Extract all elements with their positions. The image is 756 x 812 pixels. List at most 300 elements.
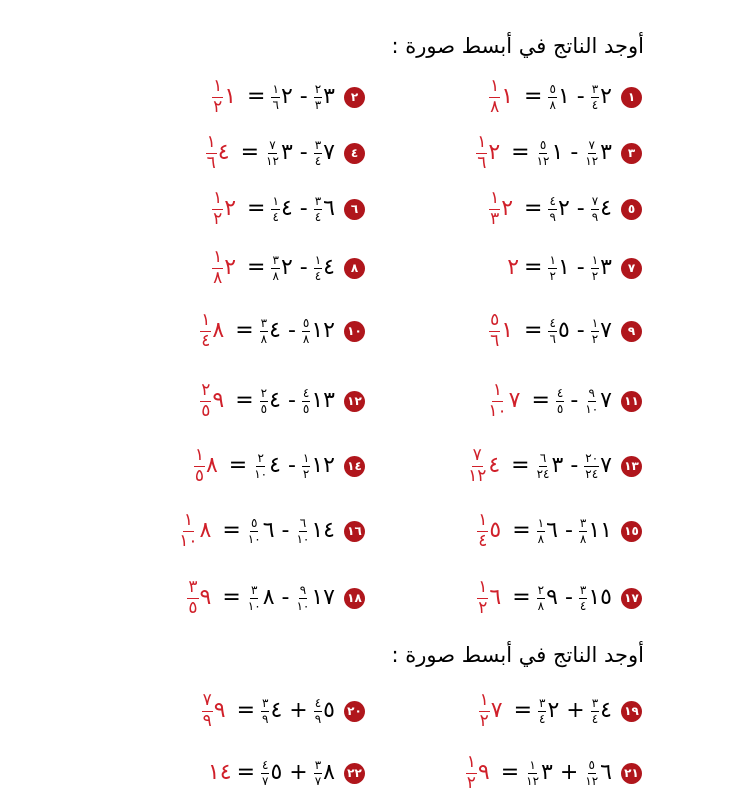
operand-b-denominator: ٨ — [260, 331, 268, 346]
equals-sign: = — [222, 518, 241, 543]
answer — [488, 75, 519, 117]
operand-a-whole: ٨ — [323, 760, 335, 785]
answer-fraction — [212, 75, 223, 117]
operand-a-whole: ٢ — [600, 84, 612, 109]
operand-b — [246, 584, 277, 612]
problem-number-badge: ١٦ — [344, 521, 365, 542]
answer-denominator: ٥ — [201, 400, 211, 421]
problem-number-badge: ٢ — [344, 87, 365, 108]
operand-a-fraction — [314, 139, 322, 167]
operand-a-numerator: ٩ — [299, 582, 307, 597]
operand-b — [535, 139, 566, 167]
operand-a — [313, 195, 337, 223]
operand-b-numerator: ٥ — [251, 515, 258, 530]
answer — [193, 444, 224, 486]
operand-a-numerator: ٤ — [302, 385, 310, 400]
answer-numerator: ١ — [213, 187, 223, 208]
answer-numerator: ١ — [213, 75, 223, 96]
operand-b-fraction — [548, 317, 556, 345]
answer-numerator: ١ — [479, 689, 489, 710]
operator-sign: - — [570, 140, 579, 165]
operand-b-whole: ٣ — [541, 760, 553, 785]
answer-whole: ٢ — [507, 255, 520, 280]
operand-b-whole: ٦ — [546, 518, 558, 543]
problem-4 — [205, 129, 365, 177]
equals-sign: = — [247, 84, 266, 109]
operand-a-fraction — [591, 317, 599, 345]
operator-sign: - — [570, 388, 579, 413]
operand-a-denominator: ٤ — [314, 268, 322, 283]
problem-1 — [488, 73, 642, 121]
operand-b-whole: ١ — [557, 255, 570, 280]
answer — [205, 131, 236, 173]
operand-a-fraction — [579, 584, 587, 612]
operand-a-fraction — [295, 517, 310, 545]
equals-sign: = — [247, 196, 266, 221]
operand-a-fraction — [314, 83, 322, 111]
operand-b-numerator: ٢ — [260, 385, 268, 400]
operand-a-numerator: ١ — [314, 252, 322, 267]
answer — [488, 309, 519, 351]
answer — [211, 75, 242, 117]
problem-12 — [199, 377, 365, 425]
operand-a-denominator: ٤ — [591, 711, 599, 726]
operand-b-denominator: ٩ — [549, 209, 556, 224]
operand-a-whole: ٣ — [600, 255, 612, 280]
operand-b-fraction — [253, 452, 268, 480]
operand-b-numerator: ٢ — [537, 582, 545, 597]
operator-sign: + — [289, 760, 308, 785]
problem-number-badge: ٨ — [344, 258, 365, 279]
operand-b — [524, 759, 555, 787]
operand-b-fraction — [271, 83, 279, 111]
problem-number-badge: ٩ — [621, 321, 642, 342]
operand-b-fraction — [537, 517, 545, 545]
operand-b-whole: ٤ — [270, 698, 283, 723]
operand-b-fraction — [265, 139, 280, 167]
operand-b — [259, 387, 283, 415]
answer-denominator: ١٢ — [468, 465, 487, 486]
answer-denominator: ٢ — [479, 710, 489, 731]
operand-a — [313, 254, 337, 282]
equals-sign: = — [531, 388, 550, 413]
equals-sign: = — [236, 698, 255, 723]
operand-a-denominator: ١٠ — [296, 598, 310, 613]
operand-a-whole: ١٢ — [311, 453, 335, 478]
operand-a-numerator: ١ — [302, 450, 310, 465]
operand-a — [313, 759, 337, 787]
equals-sign: = — [513, 698, 532, 723]
operand-b-denominator: ٩ — [262, 711, 269, 726]
answer-whole: ٩ — [477, 760, 490, 785]
operand-b — [270, 83, 294, 111]
operand-b-denominator: ١٠ — [247, 598, 261, 613]
operand-a-denominator: ٢٤ — [585, 466, 599, 481]
operand-a-denominator: ٧ — [314, 773, 322, 788]
operand-a-denominator: ٤ — [314, 153, 322, 168]
operator-sign: + — [566, 698, 585, 723]
answer-numerator: ١ — [213, 246, 223, 267]
operand-a-numerator: ٣ — [314, 757, 322, 772]
problem-11 — [486, 377, 642, 425]
answer-fraction — [178, 509, 198, 551]
answer-fraction — [489, 309, 500, 351]
operand-a-whole: ٤ — [323, 255, 335, 280]
problem-15 — [476, 507, 642, 555]
answer-numerator: ٧ — [202, 689, 212, 710]
operand-a-whole: ٥ — [323, 698, 335, 723]
equals-sign: = — [235, 388, 254, 413]
operand-a-numerator: ٦ — [299, 515, 307, 530]
answer-fraction — [489, 75, 500, 117]
problem-number-badge: ٧ — [621, 258, 642, 279]
operand-b-fraction — [271, 195, 279, 223]
answer-fraction — [200, 379, 211, 421]
problem-3 — [475, 129, 642, 177]
operand-a-fraction — [295, 584, 310, 612]
operand-b-numerator: ٤ — [549, 193, 556, 208]
operator-sign: - — [287, 388, 296, 413]
operand-a-fraction — [302, 452, 310, 480]
operand-b-numerator: ٦ — [539, 450, 547, 465]
operand-a-denominator: ٢ — [591, 331, 599, 346]
answer-fraction — [467, 444, 487, 486]
operand-b-numerator: ٣ — [262, 695, 269, 710]
operand-b-numerator: ٣ — [272, 252, 279, 267]
operand-a — [590, 697, 614, 725]
problem-number-badge: ١٢ — [344, 391, 365, 412]
problem-number-badge: ٢٠ — [344, 701, 365, 722]
problem-5 — [488, 185, 642, 233]
problem-22 — [208, 749, 365, 797]
operand-a-numerator: ٩ — [588, 385, 595, 400]
answer-fraction — [466, 751, 477, 793]
equals-sign: = — [524, 196, 543, 221]
operand-b-whole: ٨ — [262, 585, 275, 610]
operand-b-fraction — [260, 387, 268, 415]
operand-a-denominator: ١٠ — [585, 401, 599, 416]
operand-a-fraction — [591, 697, 599, 725]
answer-whole: ٥ — [489, 518, 502, 543]
operator-sign: - — [576, 318, 585, 343]
operand-a-denominator: ١٠ — [296, 531, 310, 546]
answer-denominator: ١٠ — [179, 530, 198, 551]
problem-17 — [476, 574, 642, 622]
operand-a-denominator: ٩ — [314, 711, 322, 726]
equals-sign: = — [500, 760, 520, 785]
equals-sign: = — [222, 585, 241, 610]
operand-a-whole: ١١ — [588, 518, 612, 543]
operand-b — [260, 697, 284, 725]
operand-a-whole: ٣ — [600, 140, 612, 165]
problem-number-badge: ١٠ — [344, 321, 365, 342]
answer-fraction — [477, 576, 488, 618]
problem-20 — [201, 687, 365, 735]
operand-a-numerator: ٢٠ — [585, 450, 599, 465]
operand-b-numerator: ٥ — [549, 81, 556, 96]
operand-a-numerator: ١ — [591, 252, 599, 267]
operand-a-numerator: ٣ — [591, 81, 599, 96]
answer — [466, 444, 506, 486]
problem-number-badge: ١ — [621, 87, 642, 108]
equals-sign: = — [240, 140, 260, 165]
operand-b-whole: ٩ — [546, 585, 558, 610]
operand-a-fraction — [314, 759, 322, 787]
operand-b-denominator: ١٢ — [266, 153, 279, 168]
answer-whole: ٢ — [501, 196, 514, 221]
equals-sign: = — [511, 453, 530, 478]
operand-b-denominator: ٦ — [549, 331, 556, 346]
answer — [208, 762, 232, 784]
operand-b-denominator: ١٠ — [247, 531, 261, 546]
operand-b-whole: ٢ — [280, 84, 293, 109]
operand-b-numerator: ٣ — [539, 695, 546, 710]
answer-numerator: ١ — [478, 576, 488, 597]
answer-whole: ١ — [501, 84, 514, 109]
problem-19 — [478, 687, 642, 735]
operand-a — [590, 254, 614, 282]
problem-number-badge: ١٩ — [621, 701, 642, 722]
answer-denominator: ٢ — [478, 597, 488, 618]
problem-number-badge: ١٨ — [344, 588, 365, 609]
operator-sign: - — [287, 318, 296, 343]
operand-b-denominator: ٤ — [539, 711, 546, 726]
operator-sign: - — [576, 255, 585, 280]
problem-2 — [211, 73, 365, 121]
operand-a-numerator: ٥ — [302, 315, 310, 330]
operand-a — [313, 697, 337, 725]
answer-denominator: ٨ — [213, 267, 223, 288]
operand-b-denominator: ٥ — [556, 401, 564, 416]
answer-numerator: ١ — [477, 131, 487, 152]
operand-a-numerator: ٣ — [591, 695, 599, 710]
operand-a-whole: ١٢ — [311, 318, 335, 343]
operand-a-whole: ٧ — [323, 140, 335, 165]
operand-b-numerator: ١ — [537, 515, 545, 530]
answer-numerator: ١ — [183, 509, 193, 530]
answer — [186, 576, 217, 618]
operand-b-denominator: ٨ — [537, 531, 545, 546]
operand-b-whole: ٣ — [280, 140, 293, 165]
operand-a-whole: ٧ — [600, 318, 612, 343]
answer-whole: ٩ — [199, 585, 212, 610]
operand-b-numerator: ٧ — [269, 137, 276, 152]
operand-a — [583, 759, 614, 787]
operand-b-whole: ١ — [551, 140, 564, 165]
operand-a-denominator: ٤ — [314, 209, 322, 224]
problem-18 — [186, 574, 365, 622]
operand-a — [301, 452, 337, 480]
operator-sign: - — [299, 140, 308, 165]
operand-b-whole: ٦ — [262, 518, 275, 543]
equals-sign: = — [511, 140, 530, 165]
operand-a — [313, 139, 337, 167]
operand-b — [270, 254, 294, 282]
problem-number-badge: ٥ — [621, 199, 642, 220]
operand-a-fraction — [314, 254, 322, 282]
operand-b-numerator: ٥ — [539, 137, 547, 152]
operand-b-fraction — [525, 759, 540, 787]
operand-a-whole: ٧ — [600, 453, 612, 478]
answer-denominator: ٤ — [478, 530, 488, 551]
operand-b-numerator: ٤ — [262, 757, 269, 772]
answer — [486, 379, 526, 421]
answer-denominator: ٦ — [477, 152, 487, 173]
operator-sign: - — [576, 196, 585, 221]
operand-a — [578, 584, 614, 612]
operand-a-denominator: ٢ — [591, 268, 599, 283]
operand-b-whole: ٤ — [269, 453, 281, 478]
operand-a-whole: ٦ — [600, 760, 612, 785]
operand-a — [578, 517, 614, 545]
operand-a-denominator: ٨ — [579, 531, 587, 546]
operand-b-whole: ١ — [557, 84, 570, 109]
answer-numerator: ١ — [490, 187, 500, 208]
operand-a — [583, 387, 614, 415]
operand-b-denominator: ٦ — [272, 97, 279, 112]
operand-b — [260, 759, 284, 787]
operand-a-fraction — [302, 387, 310, 415]
answer-numerator: ١ — [490, 75, 500, 96]
operand-b-numerator: ١ — [272, 81, 279, 96]
operand-a-denominator: ٤ — [591, 97, 599, 112]
operand-a-numerator: ١ — [591, 315, 599, 330]
operand-b-denominator: ١٠ — [254, 466, 268, 481]
operand-a-numerator: ٧ — [591, 193, 599, 208]
operand-a — [301, 387, 337, 415]
operator-sign: - — [576, 84, 585, 109]
operand-b-fraction — [548, 254, 556, 282]
operand-a — [583, 139, 614, 167]
operand-a-denominator: ٨ — [302, 331, 310, 346]
operand-b-fraction — [548, 195, 556, 223]
operand-b — [547, 317, 571, 345]
equals-sign: = — [247, 255, 266, 280]
operand-a-denominator: ٩ — [591, 209, 599, 224]
operand-a-whole: ١٤ — [311, 518, 335, 543]
operand-b-numerator: ٣ — [251, 582, 258, 597]
operand-b — [536, 517, 560, 545]
answer-fraction — [187, 576, 198, 618]
answer — [201, 689, 232, 731]
operand-b-denominator: ٨ — [549, 97, 556, 112]
answer — [478, 689, 509, 731]
answer-whole: ٤ — [488, 453, 501, 478]
operand-b-fraction — [538, 697, 546, 725]
operand-a-whole: ٣ — [323, 84, 335, 109]
operand-b-whole: ٤ — [269, 388, 281, 413]
problem-6 — [211, 185, 365, 233]
operand-b — [555, 387, 565, 415]
operand-a-whole: ١٣ — [311, 388, 335, 413]
problem-number-badge: ١١ — [621, 391, 642, 412]
answer-numerator: ٣ — [188, 576, 198, 597]
operator-sign: - — [564, 585, 573, 610]
operand-b-fraction — [247, 584, 262, 612]
operand-a-denominator: ٤ — [579, 598, 587, 613]
answer-numerator: ١ — [492, 379, 503, 400]
operand-b-fraction — [271, 254, 279, 282]
problem-9 — [488, 307, 642, 355]
answer-whole: ٢ — [224, 196, 237, 221]
answer-fraction — [487, 379, 507, 421]
problem-number-badge: ٢١ — [621, 763, 642, 784]
operand-b — [246, 517, 277, 545]
operand-b-whole: ٣ — [551, 453, 564, 478]
operand-a-fraction — [591, 195, 599, 223]
operand-a-fraction — [591, 83, 599, 111]
operand-b — [536, 584, 560, 612]
operand-b-whole: ٥ — [557, 318, 570, 343]
operand-b-numerator: ١ — [272, 193, 279, 208]
operand-a-fraction — [314, 697, 322, 725]
answer-numerator: ٢ — [201, 379, 211, 400]
operand-a — [301, 317, 337, 345]
operand-a-fraction — [314, 195, 322, 223]
operand-b-whole: ٤ — [269, 318, 281, 343]
problem-number-badge: ١٥ — [621, 521, 642, 542]
answer-denominator: ٥ — [194, 465, 204, 486]
operand-a — [583, 452, 614, 480]
problem-13 — [466, 442, 642, 490]
answer — [507, 257, 519, 279]
operand-a-denominator: ١٢ — [585, 773, 599, 788]
operand-a-denominator: ١٢ — [585, 153, 599, 168]
operand-b — [270, 195, 294, 223]
answer-whole: ٦ — [489, 585, 502, 610]
operand-b-fraction — [536, 139, 551, 167]
operand-b-numerator: ٣ — [260, 315, 268, 330]
answer-numerator: ١ — [206, 131, 216, 152]
answer-whole: ٩ — [212, 388, 225, 413]
answer-numerator: ٧ — [472, 444, 482, 465]
operand-a-numerator: ٢ — [314, 81, 322, 96]
operand-b-denominator: ٥ — [260, 401, 268, 416]
answer-whole: ٢ — [488, 140, 501, 165]
problem-14 — [193, 442, 365, 490]
operand-b — [259, 317, 283, 345]
answer-denominator: ٥ — [188, 597, 198, 618]
operand-a-fraction — [579, 517, 587, 545]
answer — [199, 379, 230, 421]
answer-denominator: ٢ — [466, 772, 476, 793]
answer-denominator: ٢ — [213, 96, 223, 117]
operand-b-fraction — [247, 517, 262, 545]
operand-b-denominator: ٢٤ — [536, 466, 550, 481]
answer-whole: ٨ — [205, 453, 218, 478]
operand-b-denominator: ١٢ — [536, 153, 550, 168]
answer-numerator: ١ — [201, 309, 211, 330]
problem-7 — [507, 244, 642, 292]
problem-8 — [211, 244, 365, 292]
answer-whole: ١ — [501, 318, 514, 343]
answer — [177, 509, 217, 551]
answer-denominator: ٣ — [490, 208, 500, 229]
operand-a-numerator: ٣ — [579, 515, 587, 530]
operand-a-whole: ١٧ — [311, 585, 335, 610]
operand-b-fraction — [548, 83, 556, 111]
operand-b-denominator: ٨ — [272, 268, 279, 283]
operand-b — [252, 452, 283, 480]
operator-sign: + — [559, 760, 579, 785]
answer-numerator: ١ — [194, 444, 204, 465]
operand-b-fraction — [261, 697, 269, 725]
problem-number-badge: ٤ — [344, 143, 365, 164]
answer — [465, 751, 496, 793]
operand-b-whole: ٢ — [557, 196, 570, 221]
answer-whole: ٢ — [224, 255, 237, 280]
answer-numerator: ١ — [466, 751, 476, 772]
